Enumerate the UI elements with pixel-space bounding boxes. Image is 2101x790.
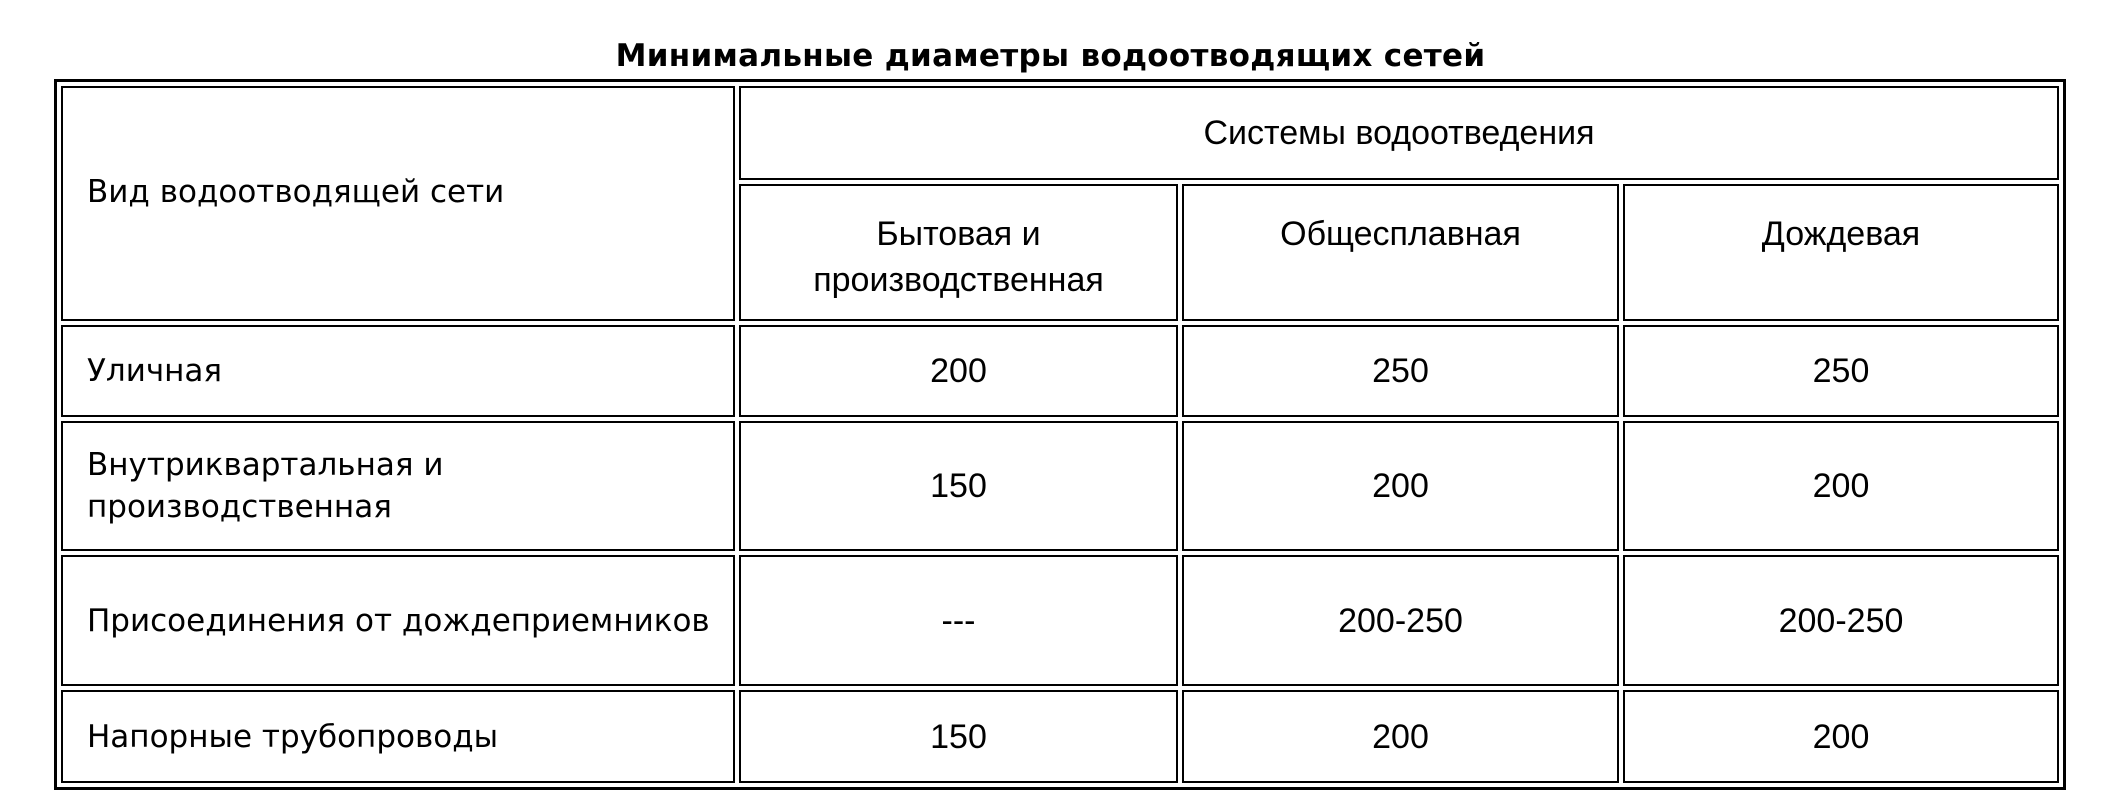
table-cell: 200	[1182, 421, 1619, 551]
header-systems: Системы водоотведения	[739, 86, 2059, 180]
table-row	[61, 421, 2059, 551]
header-network-type-label: Вид водоотводящей сети	[87, 174, 505, 210]
row-label: Присоединения от дождеприемников	[61, 555, 735, 686]
diameters-table	[54, 79, 2066, 790]
table-cell: 200	[739, 325, 1178, 417]
table-cell: 200	[1623, 690, 2059, 783]
header-col-domestic	[739, 184, 1178, 321]
table-cell: 200-250	[1182, 555, 1619, 686]
row-label: Уличная	[61, 325, 735, 417]
header-col-combined	[1182, 184, 1619, 321]
header-col-storm	[1623, 184, 2059, 321]
header-col-storm-label: Дождевая	[1761, 215, 1921, 253]
header-col-combined-label: Общесплавная	[1280, 215, 1521, 253]
table-row	[61, 690, 2059, 783]
row-label: Внутриквартальная и производственная	[61, 421, 735, 551]
table-cell: 200	[1623, 421, 2059, 551]
table-title: Минимальные диаметры водоотводящих сетей	[615, 38, 1486, 74]
row-label: Напорные трубопроводы	[61, 690, 735, 783]
table-cell: 150	[739, 421, 1178, 551]
table-cell: 250	[1623, 325, 2059, 417]
table-row	[61, 325, 2059, 417]
table-cell: 200	[1182, 690, 1619, 783]
table-cell: 150	[739, 690, 1178, 783]
header-col-domestic-label: Бытовая и производственная	[813, 215, 1104, 299]
table-wrapper	[54, 79, 2066, 790]
header-network-type	[61, 86, 735, 321]
table-cell: ---	[739, 555, 1178, 686]
table-row	[61, 555, 2059, 686]
table-cell: 200-250	[1623, 555, 2059, 686]
table-cell: 250	[1182, 325, 1619, 417]
